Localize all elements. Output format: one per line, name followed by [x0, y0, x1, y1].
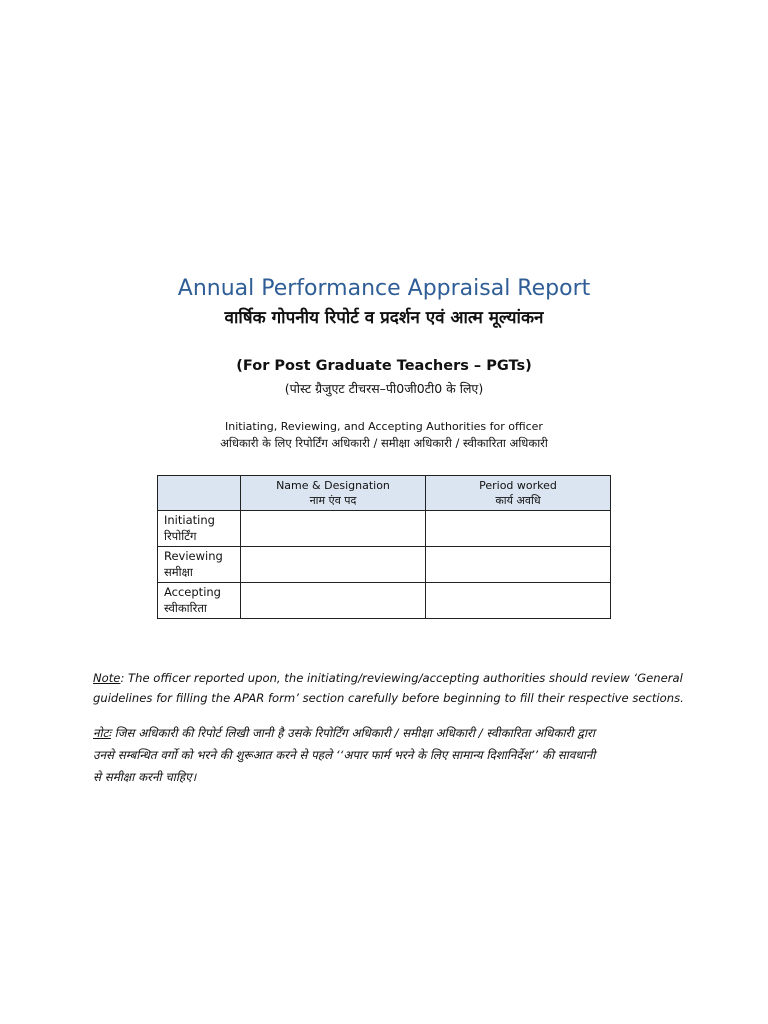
row-label-cell — [158, 511, 241, 547]
note-text-line2: guidelines for filling the APAR form’ section carefully before beginning to fill their respective sections. — [93, 691, 684, 705]
period-worked-field[interactable] — [426, 511, 611, 547]
row-label: Accepting — [164, 585, 221, 599]
note-text-line1: : The officer reported upon, the initiating/reviewing/accepting authorities should review ‘General — [120, 671, 683, 685]
row-label-hindi: रिपोर्टिंग — [164, 529, 197, 543]
row-label-cell — [158, 583, 241, 619]
note-hindi-line3: से समीक्षा करनी चाहिए। — [93, 770, 197, 784]
header-label: Name & Designation — [276, 479, 390, 492]
header-cell-blank — [158, 476, 241, 511]
row-label-hindi: समीक्षा — [164, 565, 193, 579]
table-row-accepting — [158, 583, 611, 619]
row-label-hindi: स्वीकारिता — [164, 601, 207, 615]
row-label: Reviewing — [164, 549, 223, 563]
name-designation-field[interactable] — [241, 583, 426, 619]
authorities-table — [157, 475, 611, 619]
header-cell-period-worked — [426, 476, 611, 511]
header-label: Period worked — [479, 479, 557, 492]
header-cell-name-designation — [241, 476, 426, 511]
page-subtitle-hindi: (पोस्ट ग्रैजुएट टीचरस–पी0जी0टी0 के लिए) — [284, 381, 484, 396]
table-row-reviewing — [158, 547, 611, 583]
authorities-heading: Initiating, Reviewing, and Accepting Authorities for officer — [225, 420, 543, 433]
period-worked-field[interactable] — [426, 547, 611, 583]
period-worked-field[interactable] — [426, 583, 611, 619]
name-designation-field[interactable] — [241, 511, 426, 547]
note-label-hindi: नोटः — [93, 726, 111, 740]
note-hindi-line1: जिस अधिकारी की रिपोर्ट लिखी जानी है उसके रिपोर्टिंग अधिकारी / समीक्षा अधिकारी / स्वीकारिता अधिकारी द्वारा — [110, 726, 595, 740]
note-hindi-line2: उनसे सम्बन्धित वर्गो को भरने की शुरूआत करने से पहले ‘‘अपार फार्म भरने के लिए सामान्य दिशानिर्देश’’ की सावधानी — [93, 748, 596, 762]
page-title-hindi: वार्षिक गोपनीय रिपोर्ट व प्रदर्शन एवं आत्म मूल्यांकन — [224, 308, 544, 328]
row-label: Initiating — [164, 513, 215, 527]
authorities-heading-hindi: अधिकारी के लिए रिपोर्टिंग अधिकारी / समीक्षा अधिकारी / स्वीकारिता अधिकारी — [220, 436, 548, 450]
table-header-row — [158, 476, 611, 511]
page-subtitle: (For Post Graduate Teachers – PGTs) — [236, 358, 532, 374]
header-label-hindi: कार्य अवधि — [495, 494, 541, 507]
name-designation-field[interactable] — [241, 547, 426, 583]
note-label: Note — [93, 671, 121, 685]
page-title: Annual Performance Appraisal Report — [177, 276, 591, 301]
table-row-initiating — [158, 511, 611, 547]
note-hindi — [93, 722, 693, 788]
note-english — [93, 668, 693, 708]
row-label-cell — [158, 547, 241, 583]
header-label-hindi: नाम एंव पद — [309, 494, 357, 507]
